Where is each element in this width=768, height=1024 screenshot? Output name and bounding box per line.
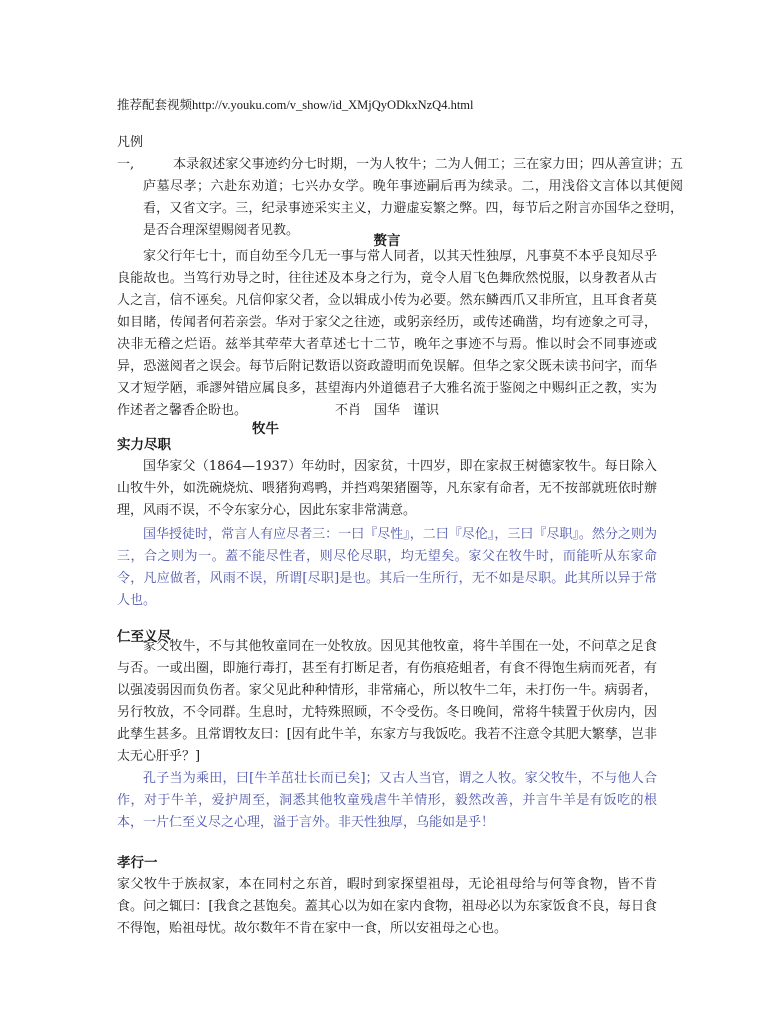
section-note-2: 孔子当为乘田，曰[牛羊茁壮长而已矣]；又古人当官，谓之人牧。家父牧牛，不与他人合作，对于牛羊，爱护周至，洞悉其他牧童残虐牛羊情形，毅然改善，并言牛羊是有饭吃的根本，一片仁至义尽之心理，溢于言外。非天性独厚，乌能如是乎！: [117, 771, 657, 830]
zanyan-title: 赘言: [373, 233, 401, 249]
section-title-3: 孝行一: [117, 855, 158, 871]
fanli-text: 本录叙述家父事迹约分七时期，一为人牧牛；二为人佣工；三在家力田；四从善宣讲；五庐墓尽孝；六赴东劝道；七兴办女学。晚年事迹嗣后再为续录。二，用浅俗文言体以其便阅看，又省文字。三，纪录事迹采实主义，力避虚妄繁之弊。四，每节后之附言亦国华之登明，是否合理深望赐阅者见教。: [143, 157, 683, 238]
section-text-1: 国华家父（1864—1937）年幼时，因家贫，十四岁，即在家叔王树德家牧牛。每日除入山牧牛外，如洗碗烧炕、喂猪狗鸡鸭，并挡鸡架猪圈等，凡东家有命者，无不按部就班依时辦理，风雨不误，不令东家分心，因此东家非常满意。: [117, 459, 657, 518]
zanyan-signature: 不肖 国华 谨识: [334, 403, 439, 418]
fanli-number: 一,: [117, 157, 135, 172]
zanyan-paragraph: 家父行年七十，而自幼至今几无一事与常人同者，以其天性独厚，凡事莫不本乎良知尽乎良能故也。当笃行劝导之时，往往述及本身之行为，竟令人眉飞色舞欣然悦服，以身教者从古人之言，信不诬矣。凡信仰家父者，佥以辑成小传为必要。然东鳞西爪又非所宜，且耳食者莫如目睹，传闻者何若亲尝。华对于家父之往迹，或躬亲经历，或传述确凿，均有迹象之可寻，决非无稽之烂语。兹举其荦荦大者草述七十二节，晚年之事迹不与焉。惟以时会不同事迹或异，恐滋阅者之误会。每节后附记数语以资政證明而免误解。但华之家父既未读书问字，而华又才短学陋，乖謬舛错应属良多，甚望海内外道德君子大雅名流于鉴阅之中赐纠正之教，实为作述者之馨香企盼也。: [117, 249, 657, 418]
section-title-1: 实力尽职: [117, 437, 171, 453]
fanli-paragraph: [117, 154, 683, 242]
section-note-1: 国华授徒时，常言人有应尽者三：一曰『尽性』，二曰『尽伦』，三曰『尽职』。然分之则为三，合之则为一。蓋不能尽性者，则尽伦尽职，均无望矣。家父在牧牛时，而能听从东家命令，凡应做者，风雨不误，所谓[尽职]是也。其后一生所行，无不如是尽职。此其所以异于常人也。: [117, 527, 657, 608]
chapter-title: 牧牛: [252, 421, 279, 437]
section-text-2: 家父牧牛，不与其他牧童同在一处牧放。因见其他牧童，将牛羊围在一处，不问草之足食与否。一或出圈，即施行毒打，甚至有打断足者，有伤痕疮蛆者，有食不得饱生病而死者，有以强凌弱因而负伤者。家父见此种种情形，非常痛心，所以牧牛二年，未打伤一牛。病弱者，另行牧放，不令同群。生息时，尤特殊照顾，不令受伤。冬日晚间，常将牛犊置于伙房内，因此孳生甚多。且常谓牧友曰：[因有此牛羊，东家方与我饭吃。我若不注意令其肥大繁孳，岂非太无心肝乎？]: [117, 639, 657, 764]
video-link[interactable]: http://v.youku.com/v_show/id_XMjQyODkxNzQ4.html: [192, 98, 474, 112]
video-label: 推荐配套视频: [117, 97, 193, 112]
section-title-2: 仁至义尽: [117, 629, 171, 645]
section-text-3: 家父牧牛于族叔家，本在同村之东首，暇时到家探望祖母，无论祖母给与何等食物，皆不肯食。问之辄曰：[我食之甚饱矣。蓋其心以为如在家内食物，祖母必以为东家饭食不良，每日食不得饱，贻祖母忧。故尔数年不肯在家中一食，所以安祖母之心也。: [117, 877, 657, 936]
video-recommendation-line: [117, 94, 657, 116]
fanli-title: 凡例: [117, 135, 144, 150]
